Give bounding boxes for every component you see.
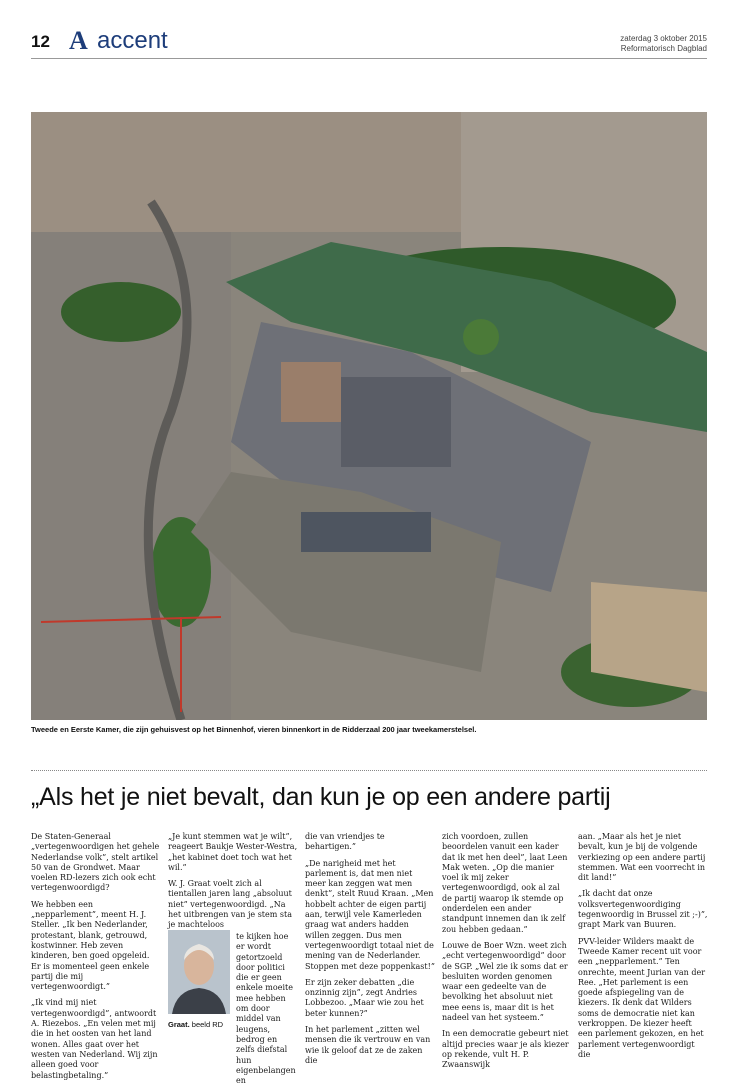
dateline (620, 34, 707, 54)
portrait-credit: beeld RD (189, 1020, 224, 1029)
paragraph: aan. „Maar als het je niet bevalt, kun je bij de volgende verkiezing op een andere partij stemmen. Wat een voorrecht in dit land!” (578, 832, 706, 883)
article-column-1 (31, 832, 161, 1087)
aerial-photo (31, 112, 707, 720)
masthead-rule (31, 58, 707, 59)
paragraph: „Je kunt stemmen wat je wilt”, reageert Baukje Wester-Westra, „het kabinet doet toch wat het wil.” (168, 832, 298, 872)
article-column-4 (442, 832, 572, 1077)
portrait-caption (168, 1020, 223, 1029)
paragraph: Er zijn zeker debatten „die onzinnig zijn”, zegt Andries Lobbezoo. „Maar wie zou het beter kunnen?” (305, 977, 424, 1018)
paragraph: zich voordoen, zullen beoordelen vanuit een kader dat ik met hen deel”, laat Leen Mak weten. „Op die manier voel ik mij zeker vertegenwoordigd, ook al zal de partij waarop ik stemde op onderdelen een ander standpunt innemen dan ik zelf zou hebben gedaan.” (442, 832, 568, 934)
paragraph: W. J. Graat voelt zich al tientallen jaren lang „absoluut niet” vertegenwoordigd. „Na het uitbrengen van je stem sta je machteloos (168, 879, 292, 930)
paragraph: Louwe de Boer Wzn. weet zich „echt vertegenwoordigd” door de SGP. „Wel zie ik soms dat er besluiten worden genomen waar een gedeelte van de bevolking het absoluut niet mee eens is, maar dit is het nadeel van het systeem.” (442, 940, 568, 1023)
paragraph: die van vriendjes te behartigen.” (305, 832, 385, 852)
paragraph: In het parlement „zitten wel mensen die ik vertrouw en van wie ik geloof dat ze de zaken die (305, 1025, 431, 1065)
wrapped-text: te kijken hoe er wordt getortzoeld door politici die er geen enkele moeite mee hebben om door middel van leugens, bedrog en zelfs diefstal hun eigenbelangen en (236, 932, 296, 1086)
masthead (31, 28, 707, 58)
photo-caption: Tweede en Eerste Kamer, die zijn gehuisvest op het Binnenhof, vieren binnenkort in de Ridderzaal 200 jaar tweekamerstelsel. (31, 725, 477, 734)
page-number: 12 (31, 32, 50, 51)
dotted-separator (31, 770, 707, 771)
paragraph: „Ik vind mij niet vertegenwoordigd”, antwoordt A. Riezebos. „En velen met mij die in het oosten van het land wonen. Alles gaat over het westen van Nederland. Wij zijn alleen goed voor belastingbetaling.” (31, 998, 158, 1080)
portrait-photo (168, 930, 230, 1014)
section-title: accent (97, 27, 168, 54)
paragraph: We hebben een „nepparlement”, meent H. J. Steller. „Ik ben Nederlander, protestant, blank, getrouwd, kostwinner. Heb zeven kinderen, ben goed opgeleid. Er is momenteel geen enkele partij die mij vertegenwoordigt.” (31, 899, 150, 992)
issue-date: zaterdag 3 oktober 2015 (620, 34, 707, 43)
paragraph: PVV-leider Wilders maakt de Tweede Kamer recent uit voor een „nepparlement.” Ten onrechte, meent Jurian van der Ree. „Het parlement is een goede afspiegeling van de kiezers. Ik denk dat Wilders soms de democratie niet kan verkroppen. De kiezer heeft een parlement gekozen, en het parlement vertegenwoordigt die (578, 936, 706, 1059)
paragraph: In een democratie gebeurt niet altijd precies waar je als kiezer op rekende, vult H. P. Zwaanswijk (442, 1029, 569, 1070)
newspaper-logo: A (69, 26, 88, 55)
article-column-2 (168, 832, 298, 937)
article-column-3 (305, 832, 435, 1072)
article-headline: „Als het je niet bevalt, dan kun je op een andere partij (31, 783, 611, 811)
publication-name: Reformatorisch Dagblad (620, 44, 707, 53)
portrait-name: Graat. (168, 1020, 190, 1029)
article-column-5 (578, 832, 708, 1066)
paragraph: „De narigheid met het parlement is, dat men niet meer kan zeggen wat men denkt”, stelt Ruud Kraan. „Men hobbelt achter de eigen partij aan, terwijl vele Kamerleden graag wat anders hadden willen zeggen. Dus men vertegenwoordigt totaal niet de mening van de Nederlander. Stoppen met deze poppenkast!” (305, 858, 435, 971)
paragraph: „Ik dacht dat onze volksvertegenwoordiging tegenwoordig in Brussel zit ;-)”, grapt Mark van Buuren. (578, 889, 708, 930)
paragraph: De Staten-Generaal „vertegenwoordigen het gehele Nederlandse volk”, stelt artikel 50 van de Grondwet. Maar voelen RD-lezers zich ook echt vertegenwoordigd? (31, 832, 160, 893)
